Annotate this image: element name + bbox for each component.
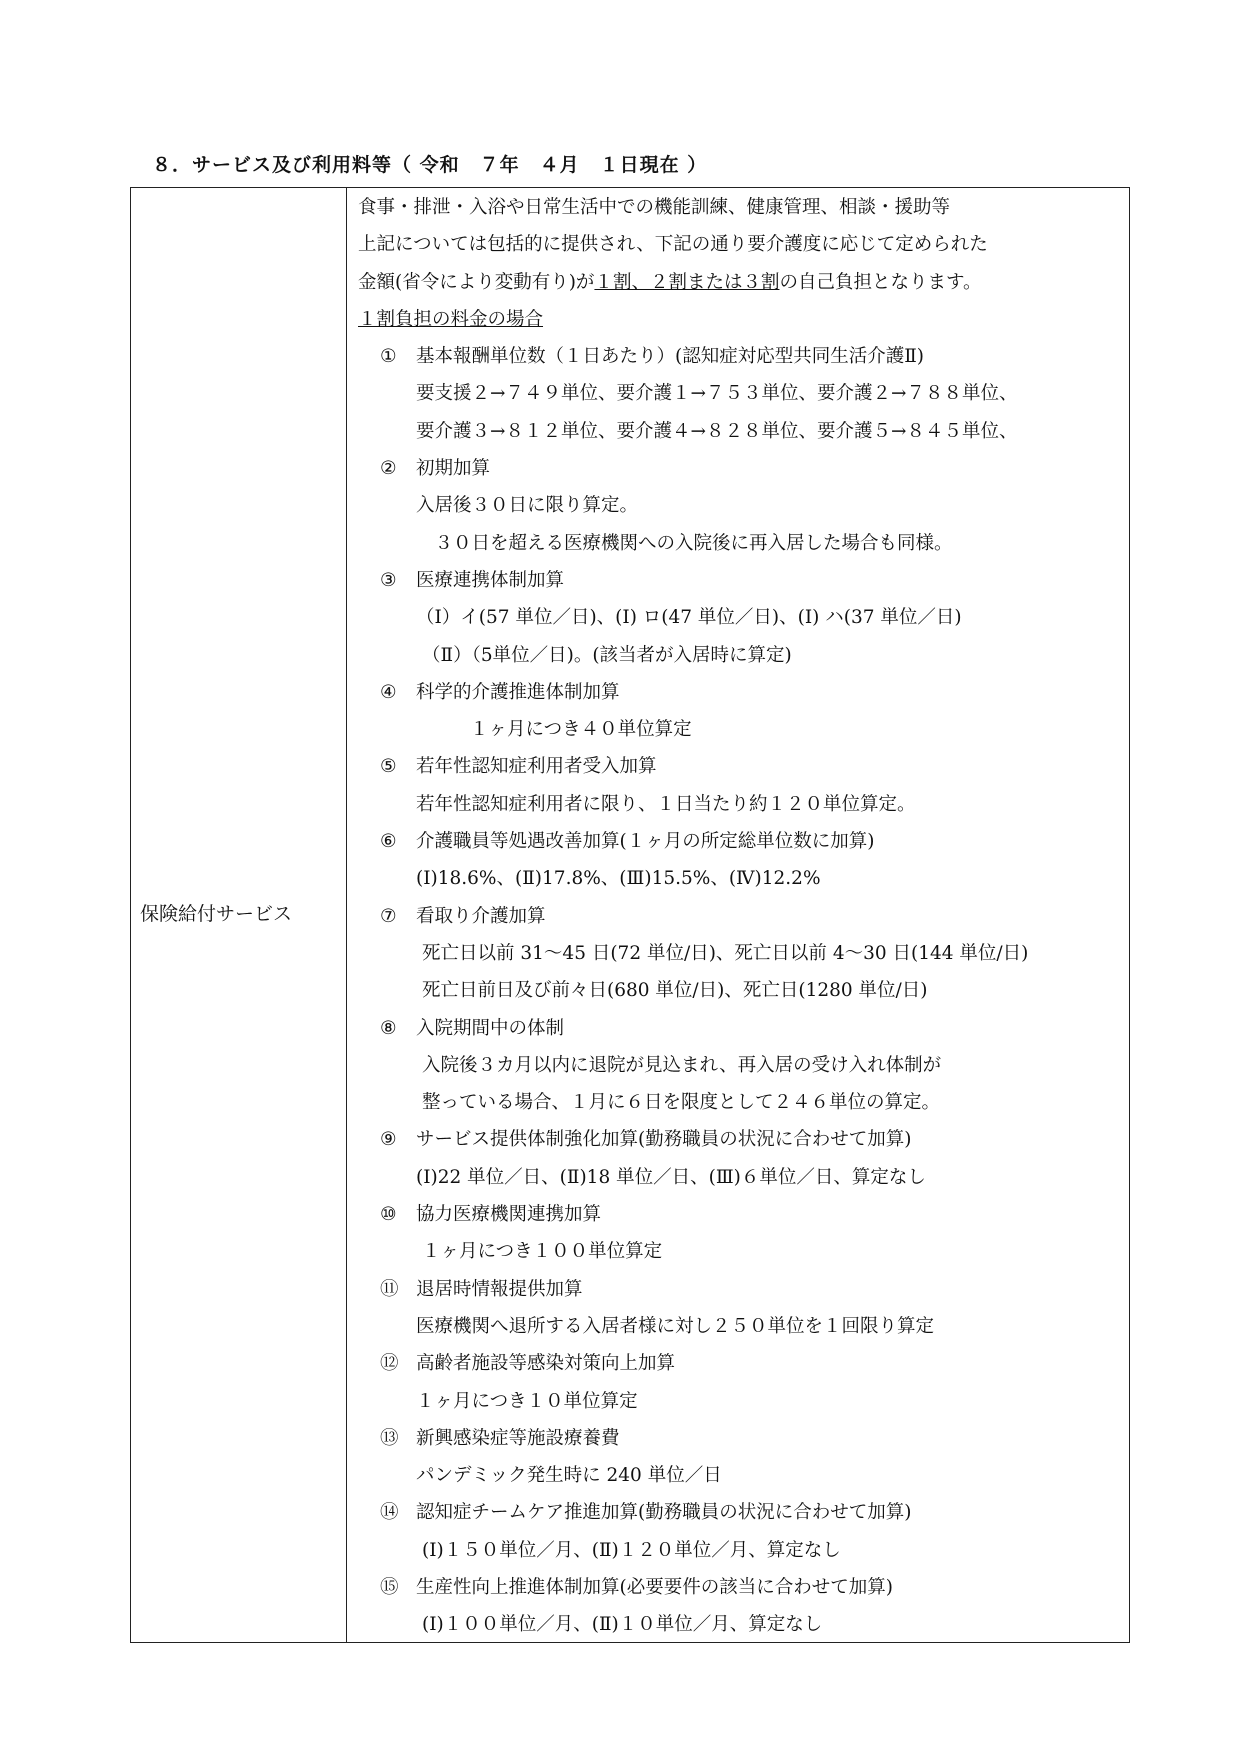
item-detail: 医療機関へ退所する入居者様に対し２５０単位を１回限り算定 xyxy=(416,1315,935,1337)
item-detail: （Ⅰ）イ(57 単位／日)、(Ⅰ) ロ(47 単位／日)、(Ⅰ) ハ(37 単位／日) xyxy=(416,607,962,629)
row-label: 保険給付サービス xyxy=(140,903,293,925)
item-title: 基本報酬単位数（１日あたり）(認知症対応型共同生活介護Ⅱ) xyxy=(416,346,925,368)
item-detail: (Ⅰ)22 単位／日、(Ⅱ)18 単位／日、(Ⅲ)６単位／日、算定なし xyxy=(416,1166,926,1188)
item-title-3 xyxy=(358,562,1126,599)
item-title: 認知症チームケア推進加算(勤務職員の状況に合わせて加算) xyxy=(416,1502,912,1524)
item-number: ① xyxy=(380,346,397,368)
item-title: 看取り介護加算 xyxy=(416,905,546,927)
section-heading: ８．サービス及び利用料等（ 令和 ７年 ４月 １日現在 ） xyxy=(152,154,708,176)
item-title: 介護職員等処遇改善加算(１ヶ月の所定総単位数に加算) xyxy=(416,831,875,853)
item-title: 生産性向上推進体制加算(必要要件の該当に合わせて加算) xyxy=(416,1576,893,1598)
item-title: 入院期間中の体制 xyxy=(416,1017,565,1039)
item-detail: (Ⅰ)18.6%、(Ⅱ)17.8%、(Ⅲ)15.5%、(Ⅳ)12.2% xyxy=(416,868,821,890)
fee-description xyxy=(358,189,1126,1644)
item-title-9 xyxy=(358,1121,1126,1158)
item-title-13 xyxy=(358,1420,1126,1457)
item-title-5 xyxy=(358,748,1126,785)
subheading: １割負担の料金の場合 xyxy=(358,308,544,330)
intro-line xyxy=(358,264,1126,301)
item-title-1 xyxy=(358,338,1126,375)
item-number: ⑥ xyxy=(380,831,397,853)
item-number: ⑮ xyxy=(380,1576,399,1598)
item-number: ⑭ xyxy=(380,1502,399,1524)
item-detail: １ヶ月につき１００単位算定 xyxy=(422,1241,663,1263)
item-number: ⑧ xyxy=(380,1017,397,1039)
item-title: 退居時情報提供加算 xyxy=(416,1278,583,1300)
item-number: ② xyxy=(380,458,397,480)
item-number: ⑩ xyxy=(380,1204,397,1226)
item-detail: １ヶ月につき１０単位算定 xyxy=(416,1390,638,1412)
item-title-15 xyxy=(358,1569,1126,1606)
item-detail: １ヶ月につき４０単位算定 xyxy=(470,719,692,741)
item-title: 医療連携体制加算 xyxy=(416,569,565,591)
item-title-2 xyxy=(358,450,1126,487)
item-title: 高齢者施設等感染対策向上加算 xyxy=(416,1353,676,1375)
item-detail: （Ⅱ）（5単位／日)。(該当者が入居時に算定) xyxy=(422,644,792,666)
item-title: サービス提供体制強化加算(勤務職員の状況に合わせて加算) xyxy=(416,1129,912,1151)
item-title-11 xyxy=(358,1271,1126,1308)
item-title-7 xyxy=(358,898,1126,935)
item-detail: 死亡日以前 31～45 日(72 単位/日)、死亡日以前 4～30 日(144 単位/日) xyxy=(422,942,1029,964)
item-detail: 要介護３→８１２単位、要介護４→８２８単位、要介護５→８４５単位、 xyxy=(416,420,1018,442)
item-detail: (Ⅰ)１５０単位／月、(Ⅱ)１２０単位／月、算定なし xyxy=(422,1539,841,1561)
intro-line: 食事・排泄・入浴や日常生活中での機能訓練、健康管理、相談・援助等 xyxy=(358,197,951,218)
item-detail: 死亡日前日及び前々日(680 単位/日)、死亡日(1280 単位/日) xyxy=(422,980,928,1002)
intro-text: の自己負担となります。 xyxy=(779,271,982,293)
item-title: 協力医療機関連携加算 xyxy=(416,1204,602,1226)
item-number: ⑬ xyxy=(380,1427,399,1449)
item-title-6 xyxy=(358,823,1126,860)
item-title-4 xyxy=(358,674,1126,711)
item-title: 科学的介護推進体制加算 xyxy=(416,681,620,703)
copay-options: １割、２割または３割 xyxy=(594,271,780,293)
item-detail: ３０日を超える医療機関への入院後に再入居した場合も同様。 xyxy=(416,532,953,554)
item-number: ⑤ xyxy=(380,756,397,778)
item-detail: (Ⅰ)１００単位／月、(Ⅱ)１０単位／月、算定なし xyxy=(422,1614,823,1636)
item-detail: 入院後３カ月以内に退院が見込まれ、再入居の受け入れ体制が xyxy=(422,1054,942,1076)
intro-line: 上記については包括的に提供され、下記の通り要介護度に応じて定められた xyxy=(358,234,988,256)
item-detail: 入居後３０日に限り算定。 xyxy=(416,495,639,517)
table-column-divider xyxy=(346,187,347,1643)
item-number: ④ xyxy=(380,681,397,703)
item-title: 初期加算 xyxy=(416,458,491,480)
item-number: ③ xyxy=(380,569,397,591)
item-number: ⑫ xyxy=(380,1353,399,1375)
item-title-14 xyxy=(358,1494,1126,1531)
item-number: ⑨ xyxy=(380,1129,397,1151)
item-number: ⑦ xyxy=(380,905,397,927)
item-title: 新興感染症等施設療養費 xyxy=(416,1427,620,1449)
item-title-12 xyxy=(358,1345,1126,1382)
item-detail: 要支援２→７４９単位、要介護１→７５３単位、要介護２→７８８単位、 xyxy=(416,383,1018,405)
item-detail: 若年性認知症利用者に限り、１日当たり約１２０単位算定。 xyxy=(416,793,916,815)
item-detail: パンデミック発生時に 240 単位／日 xyxy=(416,1465,722,1487)
item-title-10 xyxy=(358,1196,1126,1233)
item-detail: 整っている場合、１月に６日を限度として２４６単位の算定。 xyxy=(422,1092,941,1114)
item-number: ⑪ xyxy=(380,1278,399,1300)
item-title-8 xyxy=(358,1010,1126,1047)
intro-text: 金額(省令により変動有り)が xyxy=(358,271,595,293)
item-title: 若年性認知症利用者受入加算 xyxy=(416,756,657,778)
